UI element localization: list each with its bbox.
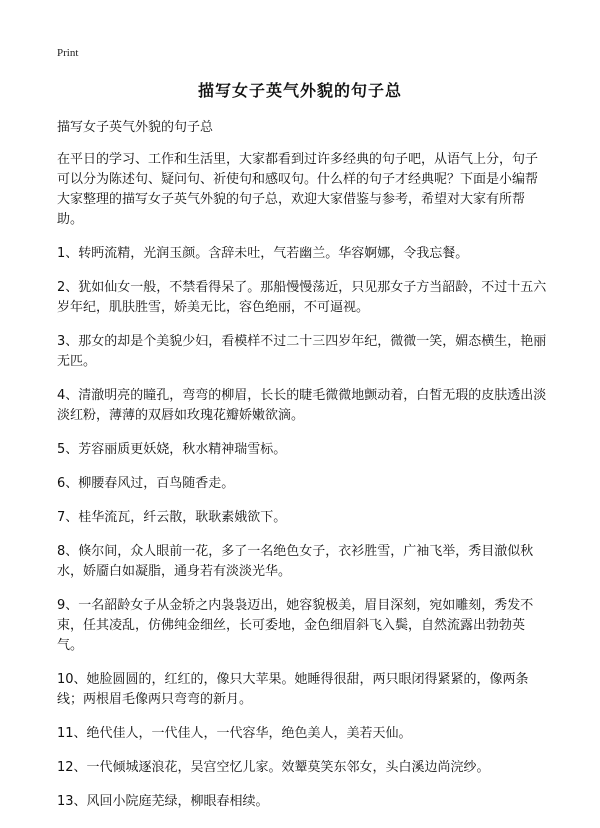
list-item: 3、那女的却是个美貌少妇，看模样不过二十三四岁年纪，微微一笑，媚态横生，艳丽无匹。 [57,334,547,369]
list-item: 6、柳腰春风过，百鸟随香走。 [57,476,235,491]
list-item: 10、她脸圆圆的，红红的，像只大苹果。她睡得很甜，两只眼闭得紧紧的，像两条线；两根眉毛像两只弯弯的新月。 [57,672,529,707]
list-item: 11、绝代佳人，一代佳人，一代容华，绝色美人，美若天仙。 [57,726,412,741]
list-item: 13、风回小院庭芜绿，柳眼春相续。 [57,794,269,809]
document-subtitle: 描写女子英气外貌的句子总 [57,120,214,135]
list-item: 7、桂华流瓦，纤云散，耿耿素娥欲下。 [57,510,287,525]
list-item: 5、芳容丽质更妖娆，秋水精神瑞雪标。 [57,442,287,457]
list-item: 9、一名韶龄女子从金轿之内袅袅迈出，她容貌极美，眉目深刻，宛如雕刻，秀发不束，任其凌乱，仿佛纯金细丝，长可委地，金色细眉斜飞入鬓，自然流露出勃勃英气。 [57,598,534,653]
document-title: 描写女子英气外貌的句子总 [197,81,402,100]
list-item: 2、犹如仙女一般，不禁看得呆了。那船慢慢荡近，只见那女子方当韶龄，不过十五六岁年纪，肌肤胜雪，娇美无比，容色绝丽，不可逼视。 [57,280,547,315]
print-label: Print [57,47,79,59]
list-item: 1、转眄流精，光润玉颜。含辞未吐，气若幽兰。华容婀娜，令我忘餐。 [57,246,469,261]
list-item: 4、清澈明亮的瞳孔，弯弯的柳眉，长长的睫毛微微地颤动着，白皙无瑕的皮肤透出淡淡红粉，薄薄的双唇如玫瑰花瓣娇嫩欲滴。 [57,388,547,423]
list-item: 8、倏尔间，众人眼前一花，多了一名绝色女子，衣衫胜雪，广袖飞举，秀目澈似秋水，娇靥白如凝脂，通身若有淡淡光华。 [57,544,534,579]
intro-paragraph: 在平日的学习、工作和生活里，大家都看到过许多经典的句子吧，从语气上分，句子可以分为陈述句、疑问句、祈使句和感叹句。什么样的句子才经典呢？下面是小编帮大家整理的描写女子英气外貌的句子总，欢迎大家借鉴与参考，希望对大家有所帮助。 [57,152,539,227]
list-item: 12、一代倾城逐浪花，吴宫空忆儿家。效颦莫笑东邻女，头白溪边尚浣纱。 [57,760,490,775]
document-body [57,118,549,826]
